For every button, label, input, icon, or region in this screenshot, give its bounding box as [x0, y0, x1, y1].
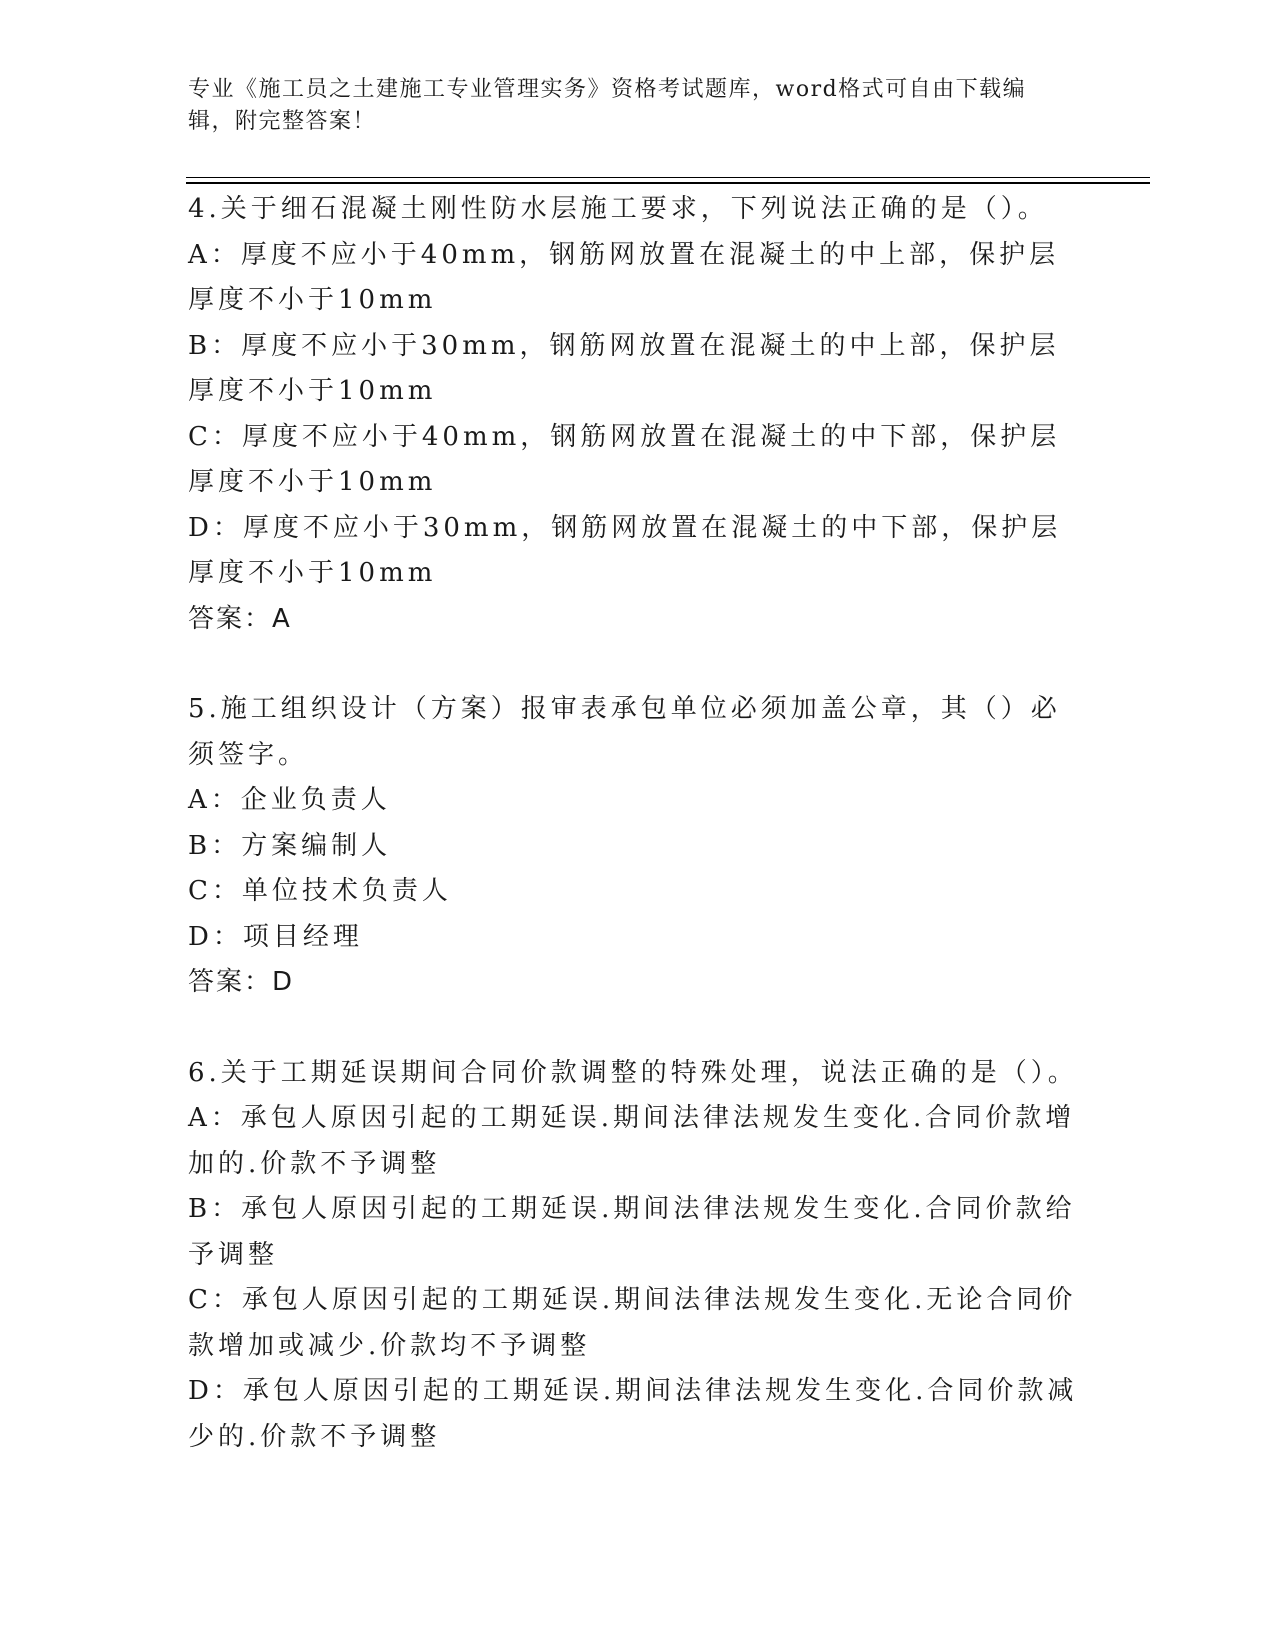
option-b: B：方案编制人 — [188, 830, 392, 861]
question-text: 5.施工组织设计（方案）报审表承包单位必须加盖公章，其（）必须签字。 — [188, 694, 1061, 770]
answer-text: 答案：D — [188, 967, 295, 997]
option-d: D：厚度不应小于30mm，钢筋网放置在混凝土的中下部，保护层厚度不小于10mm — [188, 512, 1062, 588]
header-rule-bottom — [186, 182, 1150, 184]
question-list — [188, 187, 1088, 1460]
question-text: 6.关于工期延误期间合同价款调整的特殊处理，说法正确的是（）。 — [188, 1057, 1078, 1088]
answer-text: 答案：A — [188, 603, 292, 634]
document-header: 专业《施工员之土建施工专业管理实务》资格考试题库，word格式可自由下载编辑，附完整答案！ — [188, 77, 1027, 134]
option-a: A：厚度不应小于40mm，钢筋网放置在混凝土的中上部，保护层厚度不小于10mm — [188, 239, 1060, 315]
question-5 — [188, 687, 1088, 1006]
question-6 — [188, 1051, 1088, 1461]
question-text: 4.关于细石混凝土刚性防水层施工要求，下列说法正确的是（）。 — [188, 194, 1048, 224]
option-a: A：企业负责人 — [188, 785, 391, 815]
option-d: D：承包人原因引起的工期延误.期间法律法规发生变化.合同价款减少的.价款不予调整 — [188, 1376, 1078, 1452]
option-b: B：厚度不应小于30mm，钢筋网放置在混凝土的中上部，保护层厚度不小于10mm — [188, 330, 1060, 406]
header-rule-top — [186, 177, 1150, 178]
option-c: C：厚度不应小于40mm，钢筋网放置在混凝土的中下部，保护层厚度不小于10mm — [188, 421, 1061, 497]
question-4 — [188, 187, 1088, 642]
question-spacer — [188, 642, 1088, 687]
option-a: A：承包人原因引起的工期延误.期间法律法规发生变化.合同价款增加的.价款不予调整 — [188, 1103, 1076, 1179]
option-c: C：单位技术负责人 — [188, 876, 452, 906]
option-b: B：承包人原因引起的工期延误.期间法律法规发生变化.合同价款给予调整 — [188, 1194, 1076, 1270]
option-d: D：项目经理 — [188, 921, 363, 952]
question-spacer — [188, 1006, 1088, 1051]
option-c: C：承包人原因引起的工期延误.期间法律法规发生变化.无论合同价款增加或减少.价款均不予调整 — [188, 1285, 1077, 1361]
